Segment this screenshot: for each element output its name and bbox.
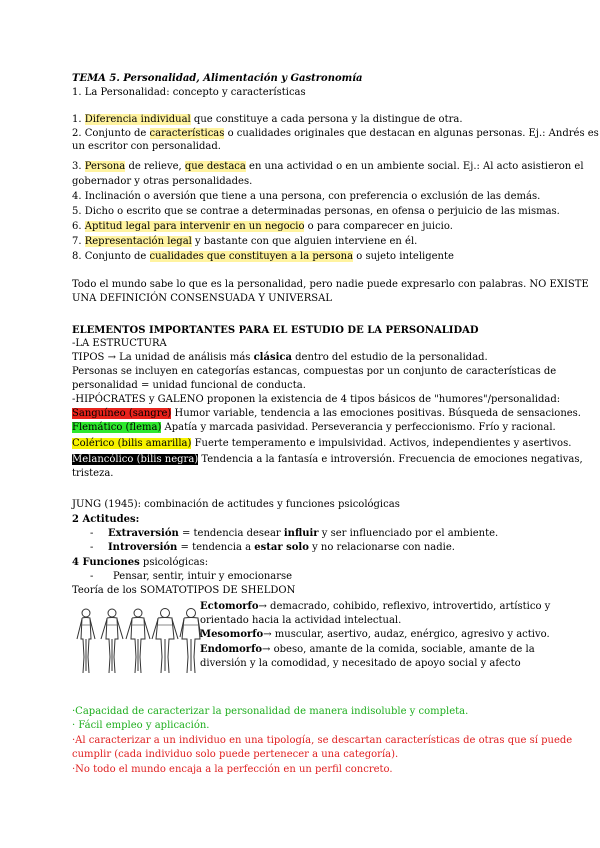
personas-line-1: Personas se incluyen en categorías estancas, compuestas por un conjunto de características de: [72, 366, 557, 377]
tipos-line: TIPOS → La unidad de análisis más clásica dentro del estudio de la personalidad.: [72, 352, 488, 363]
definition-7: 7. Representación legal y bastante con que alguien interviene en él.: [72, 236, 418, 247]
bullet-dash: -: [90, 528, 94, 539]
ectomorfo-line-2: orientado hacia la actividad intelectual.: [200, 615, 402, 626]
tema-title: TEMA 5. Personalidad, Alimentación y Gastronomía: [72, 73, 363, 84]
pro-1: ·Capacidad de caracterizar la personalidad de manera indisoluble y completa.: [72, 706, 469, 717]
hipocrates-line: -HIPÓCRATES y GALENO proponen la existencia de 4 tipos básicos de "humores"/personalidad:: [72, 394, 561, 405]
endomorfo-line-2: diversión y la comodidad, y necesitado de apoyo social y afecto: [200, 658, 521, 669]
definition-1: 1. Diferencia individual que constituye a cada persona y la distingue de otra.: [72, 114, 463, 125]
melancolico-line-2: tristeza.: [72, 468, 114, 479]
extraversion-line: Extraversión = tendencia desear influir y ser influenciado por el ambiente.: [108, 528, 499, 539]
ectomorfo-line-1: Ectomorfo→ demacrado, cohibido, reflexivo, introvertido, artístico y: [200, 601, 551, 612]
flematico-line: Flemático (flema) Apatía y marcada pasividad. Perseverancia y perfeccionismo. Frío y racional.: [72, 422, 556, 433]
con-1-line-1: ·Al caracterizar a un individuo en una tipología, se descartan características de otras que sí puede: [72, 735, 573, 746]
funciones-line: 4 Funciones psicológicas:: [72, 557, 209, 568]
definition-3-cont: gobernador y otras personalidades.: [72, 176, 253, 187]
estructura-heading: -LA ESTRUCTURA: [72, 338, 167, 349]
endomorfo-line-1: Endomorfo→ obeso, amante de la comida, sociable, amante de la: [200, 644, 535, 655]
bullet-dash: -: [90, 571, 94, 582]
mesomorfo-line: Mesomorfo→ muscular, asertivo, audaz, enérgico, agresivo y activo.: [200, 629, 550, 640]
con-1-line-2: cumplir (cada individuo solo puede pertenecer a una categoría).: [72, 749, 399, 760]
definition-8: 8. Conjunto de cualidades que constituyen a la persona o sujeto inteligente: [72, 251, 454, 262]
introversion-line: Introversión = tendencia a estar solo y no relacionarse con nadie.: [108, 542, 455, 553]
elementos-title: ELEMENTOS IMPORTANTES PARA EL ESTUDIO DE LA PERSONALIDAD: [72, 325, 479, 336]
colerico-line: Colérico (bilis amarilla) Fuerte temperamento e impulsividad. Activos, independientes y asertivos.: [72, 438, 572, 449]
actitudes-title: 2 Actitudes:: [72, 514, 140, 525]
con-2: ·No todo el mundo encaja a la perfección en un perfil concreto.: [72, 764, 393, 775]
funciones-list: Pensar, sentir, intuir y emocionarse: [113, 571, 293, 582]
definition-4: 4. Inclinación o aversión que tiene a una persona, con preferencia o exclusión de las demás.: [72, 191, 541, 202]
sanguineo-line: Sanguíneo (sangre) Humor variable, tendencia a las emociones positivas. Búsqueda de sensaciones.: [72, 408, 581, 419]
somatotype-figures-illustration: [74, 605, 202, 677]
definition-2: 2. Conjunto de características o cualidades originales que destacan en algunas personas. Ej.: Andrés es: [72, 128, 599, 139]
definition-5: 5. Dicho o escrito que se contrae a determinadas personas, en ofensa o perjuicio de las mismas.: [72, 206, 560, 217]
bullet-dash: -: [90, 542, 94, 553]
definition-2-cont: un escritor con personalidad.: [72, 141, 221, 152]
summary-line-1: Todo el mundo sabe lo que es la personalidad, pero nadie puede expresarlo con palabras. NO EXISTE: [72, 279, 589, 290]
definition-6: 6. Aptitud legal para intervenir en un negocio o para comparecer en juicio.: [72, 221, 453, 232]
melancolico-line: Melancólico (bilis negra) Tendencia a la fantasía e introversión. Frecuencia de emociones negativas,: [72, 454, 583, 465]
summary-line-2: UNA DEFINICIÓN CONSENSUADA Y UNIVERSAL: [72, 293, 332, 304]
pro-2: · Fácil empleo y aplicación.: [72, 720, 210, 731]
personas-line-2: personalidad = unidad funcional de conducta.: [72, 380, 306, 391]
section-subtitle: 1. La Personalidad: concepto y características: [72, 87, 306, 98]
sheldon-title: Teoría de los SOMATOTIPOS DE SHELDON: [72, 585, 296, 596]
jung-line: JUNG (1945): combinación de actitudes y funciones psicológicas: [72, 499, 400, 510]
definition-3: 3. Persona de relieve, que destaca en una actividad o en un ambiente social. Ej.: Al acto asistieron el: [72, 161, 584, 172]
